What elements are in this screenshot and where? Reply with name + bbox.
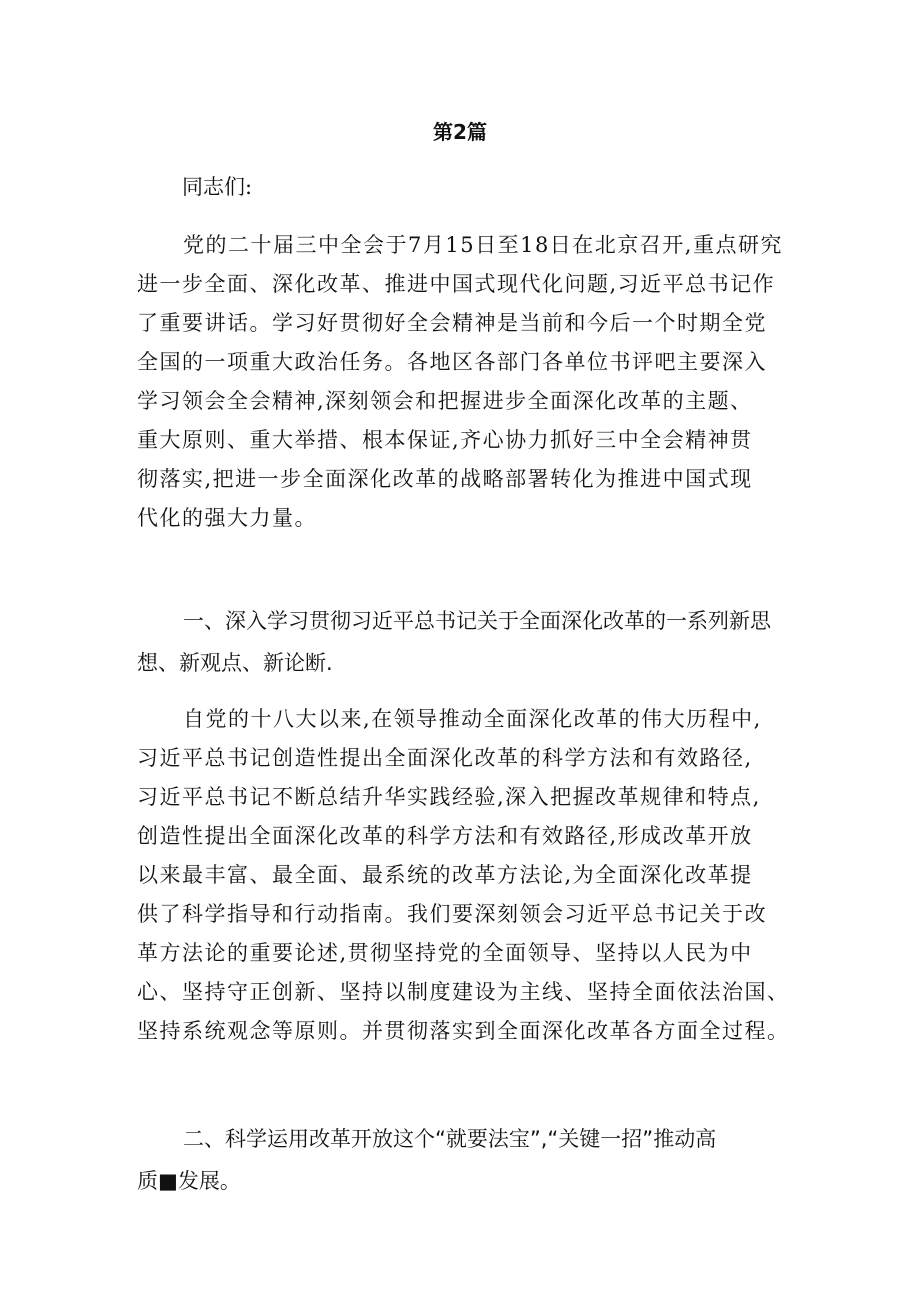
paragraph-line: 创造性提出全面深化改革的科学方法和有效路径,形成改革开放	[137, 824, 753, 848]
document-title: 第2篇	[433, 120, 487, 144]
paragraph-line: 学习领会全会精神,深刻领会和把握进步全面深化改革的主题、	[137, 389, 753, 413]
paragraph-line: 党的二十届三中全会于7月15日至18日在北京召开,重点研究	[183, 233, 783, 257]
paragraph-1	[137, 226, 807, 538]
section-heading-1	[137, 600, 807, 684]
paragraph-line: 习近平总书记不断总结升华实践经验,深入把握改革规律和特点,	[137, 785, 761, 809]
heading-line: 质■发展。	[137, 1169, 241, 1193]
paragraph-2	[137, 700, 807, 1051]
paragraph-line: 重大原则、重大举措、根本保证,齐心协力抓好三中全会精神贯	[137, 428, 753, 452]
heading-line: 一、深入学习贯彻习近平总书记关于全面深化改革的一系列新思	[183, 609, 771, 633]
heading-line: 二、科学运用改革开放这个“就要法宝”,“关键一招”推动高	[183, 1127, 717, 1151]
paragraph-line: 心、坚持守正创新、坚持以制度建设为主线、坚持全面依法治国、	[137, 980, 790, 1004]
heading-line: 想、新观点、新论断.	[137, 651, 333, 675]
paragraph-line: 了重要讲话。学习好贯彻好全会精神是当前和今后一个时期全党	[137, 311, 767, 335]
paragraph-line: 供了科学指导和行动指南。我们要深刻领会习近平总书记关于改	[137, 902, 767, 926]
paragraph-line: 坚持系统观念等原则。并贯彻落实到全面深化改革各方面全过程。	[137, 1019, 790, 1043]
paragraph-line: 全国的一项重大政治任务。各地区各部门各单位书评吧主要深入	[137, 350, 767, 374]
salutation: 同志们:	[182, 175, 253, 199]
paragraph-line: 代化的强大力量。	[137, 506, 317, 530]
section-heading-2	[137, 1118, 807, 1202]
paragraph-line: 彻落实,把进一步全面深化改革的战略部署转化为推进中国式现	[137, 467, 753, 491]
paragraph-line: 自党的十八大以来,在领导推动全面深化改革的伟大历程中,	[183, 707, 762, 731]
paragraph-line: 革方法论的重要论述,贯彻坚持党的全面领导、坚持以人民为中	[137, 941, 753, 965]
paragraph-line: 以来最丰富、最全面、最系统的改革方法论,为全面深化改革提	[137, 863, 753, 887]
paragraph-line: 习近平总书记创造性提出全面深化改革的科学方法和有效路径,	[137, 746, 753, 770]
paragraph-line: 进一步全面、深化改革、推进中国式现代化问题,习近平总书记作	[137, 272, 776, 296]
